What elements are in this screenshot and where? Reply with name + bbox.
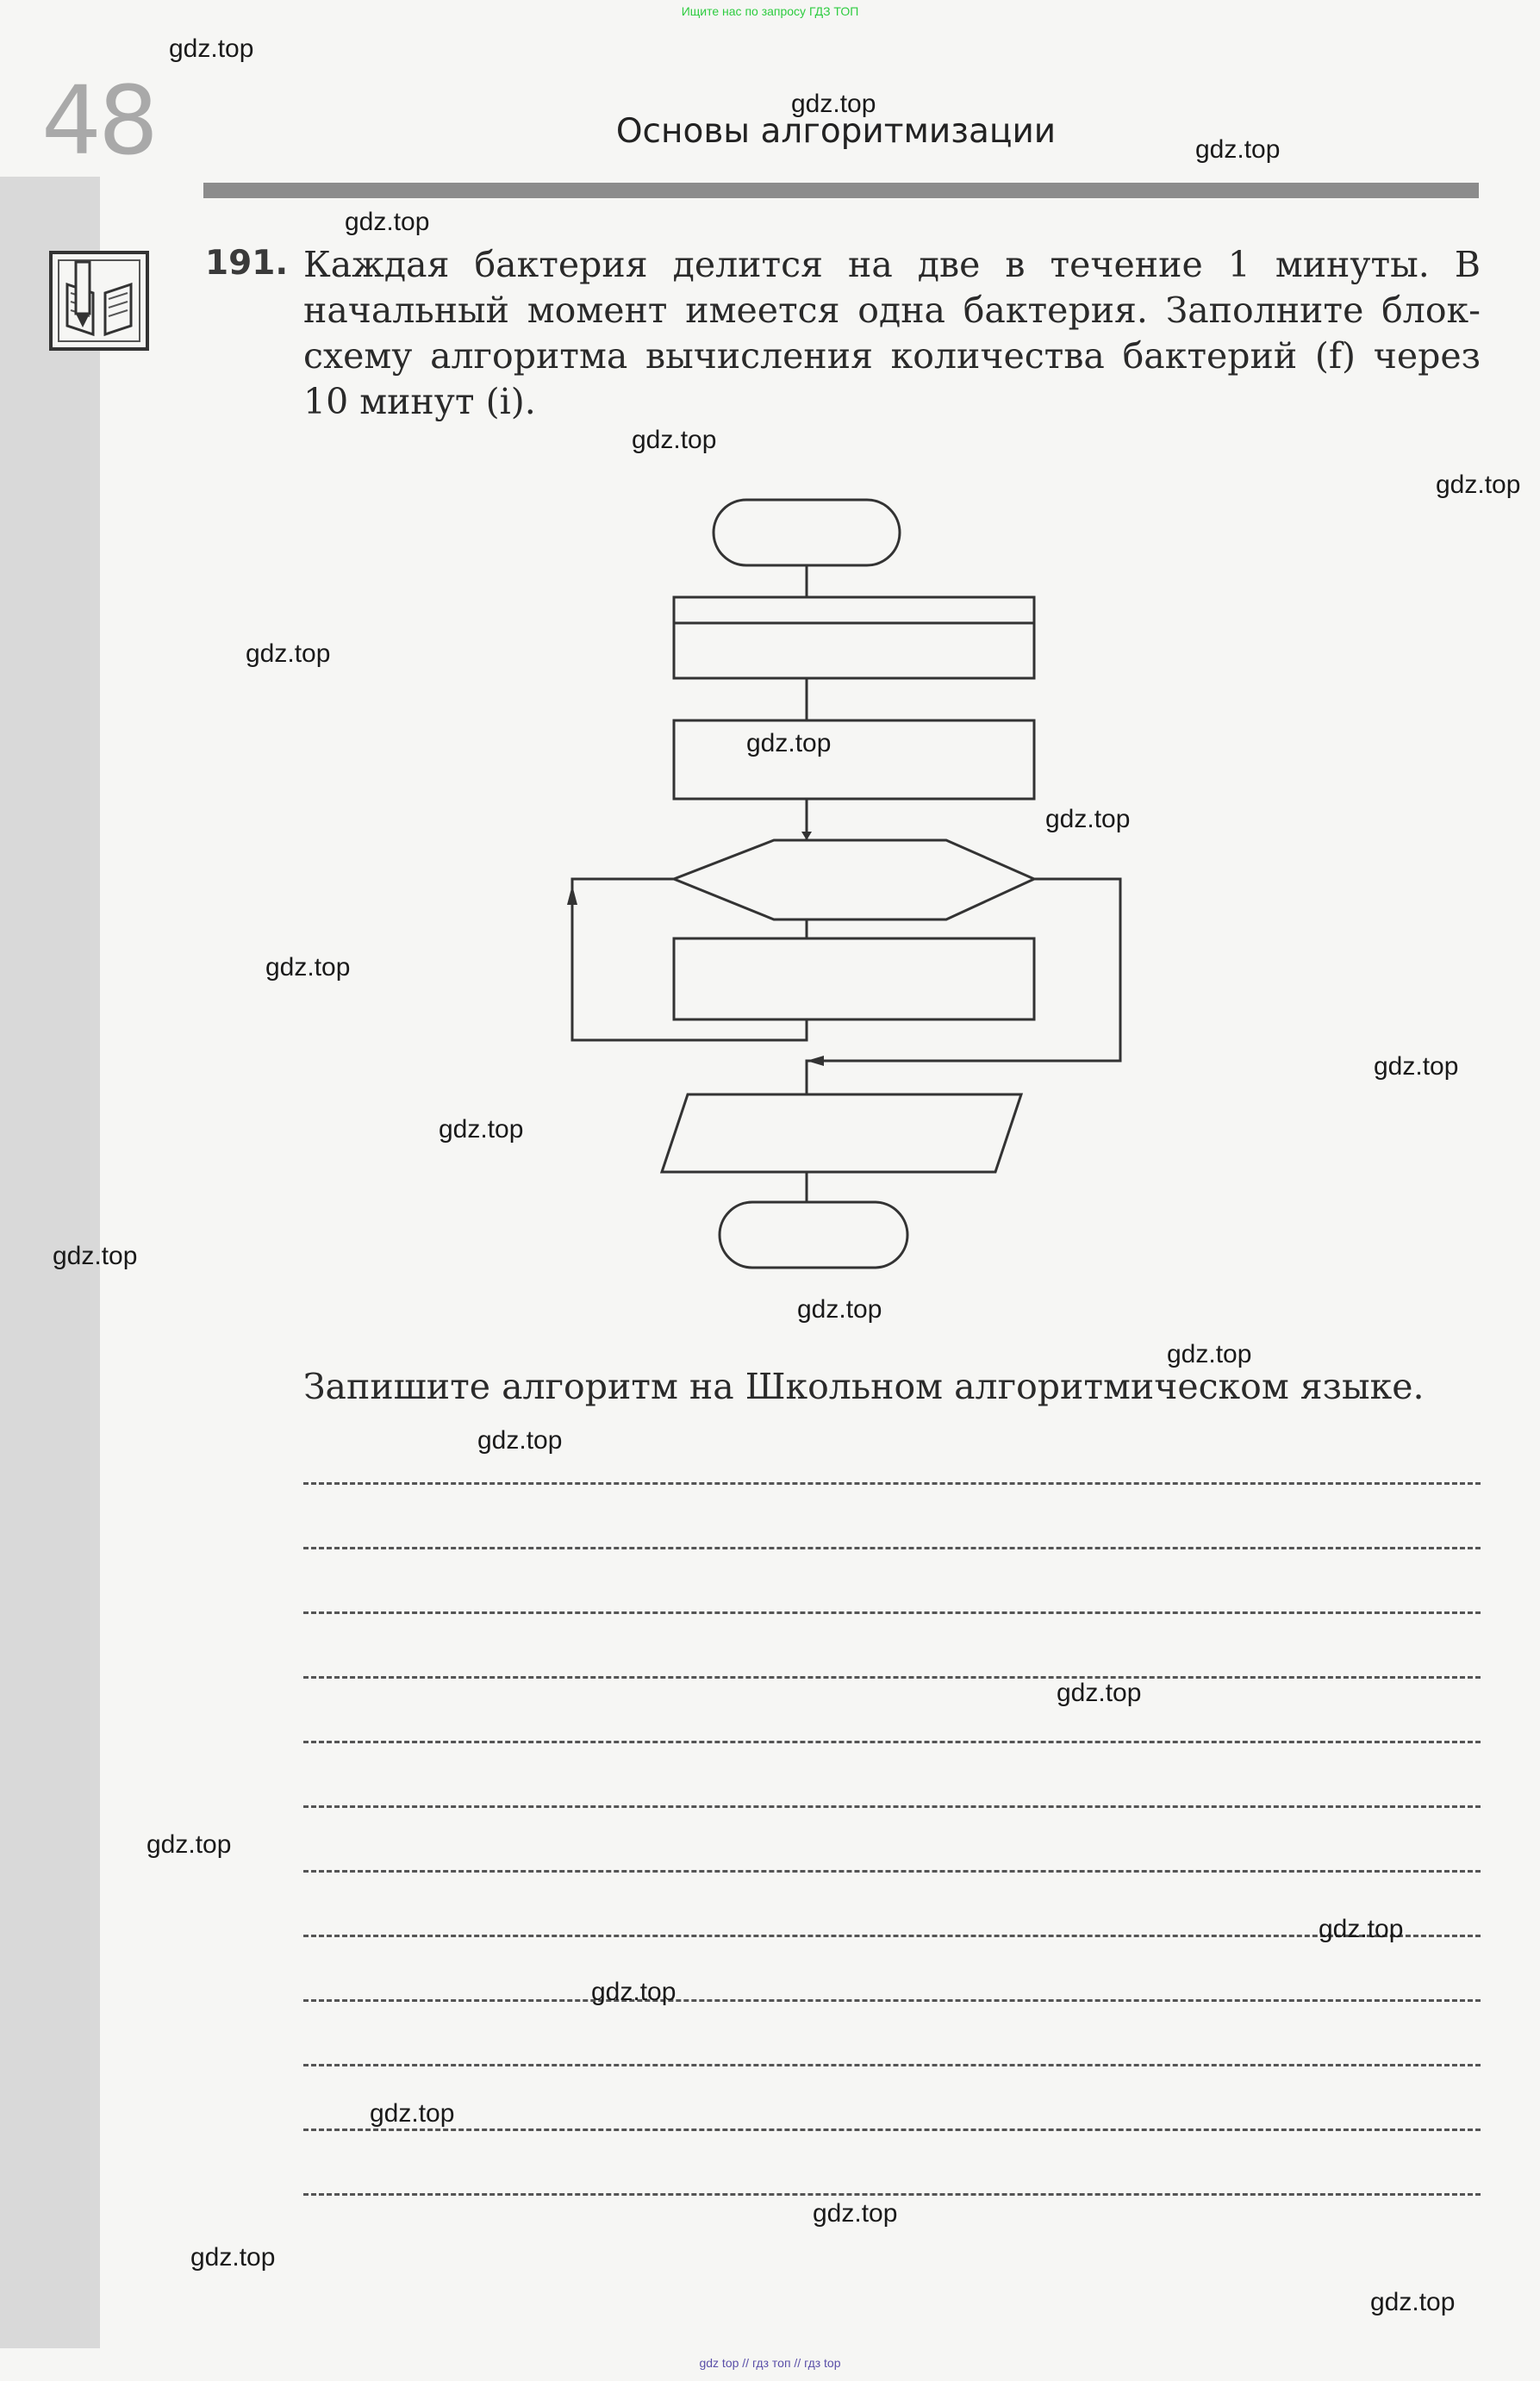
- flowchart-process-block: [674, 720, 1034, 799]
- flowchart: [552, 487, 1172, 1288]
- instruction-text: Запишите алгоритм на Школьном алгоритмическом языке.: [303, 1366, 1425, 1407]
- watermark: gdz.top: [53, 1242, 138, 1270]
- answer-line[interactable]: [303, 2129, 1481, 2131]
- watermark: gdz.top: [1167, 1340, 1252, 1368]
- answer-line[interactable]: [303, 1482, 1481, 1485]
- bottom-note: gdz top // гдз топ // гдз top: [699, 2356, 841, 2370]
- answer-line[interactable]: [303, 1676, 1481, 1679]
- watermark: gdz.top: [265, 953, 351, 982]
- answer-line[interactable]: [303, 1999, 1481, 2002]
- section-title: Основы алгоритмизации: [615, 112, 1057, 151]
- watermark: gdz.top: [1045, 805, 1131, 833]
- watermark: gdz.top: [1195, 135, 1281, 164]
- watermark: gdz.top: [246, 639, 331, 668]
- task-text: Каждая бактерия делится на две в течение 1 минуты. В начальный момент имеется одна бактерия. Заполните блок-схему алгоритма вычисления количества бактерий (f) через 10 минут (i).: [303, 244, 1481, 422]
- watermark: gdz.top: [813, 2199, 898, 2228]
- answer-line[interactable]: [303, 1805, 1481, 1808]
- watermark: gdz.top: [169, 34, 254, 63]
- task-number: 191.: [205, 244, 289, 283]
- watermark: gdz.top: [370, 2099, 455, 2128]
- flowchart-decision-block: [674, 840, 1034, 919]
- answer-line[interactable]: [303, 1547, 1481, 1549]
- title-rule: [203, 183, 1479, 198]
- watermark: gdz.top: [477, 1426, 563, 1455]
- watermark: gdz.top: [632, 426, 717, 454]
- flowchart-init-block: [674, 597, 1034, 678]
- watermark: gdz.top: [1319, 1915, 1404, 1943]
- flowchart-output-block: [662, 1094, 1021, 1172]
- watermark: gdz.top: [1370, 2288, 1456, 2316]
- watermark: gdz.top: [1374, 1052, 1459, 1081]
- watermark: gdz.top: [190, 2243, 276, 2272]
- page-number: 48: [41, 65, 155, 176]
- flowchart-start-block: [714, 500, 900, 565]
- answer-line[interactable]: [303, 1611, 1481, 1614]
- watermark: gdz.top: [591, 1978, 676, 2006]
- watermark: gdz.top: [746, 729, 832, 757]
- answer-line[interactable]: [303, 2064, 1481, 2066]
- watermark: gdz.top: [1436, 471, 1521, 499]
- flowchart-end-block: [720, 1202, 907, 1268]
- answer-line[interactable]: [303, 2193, 1481, 2196]
- book-pencil-icon: [48, 250, 150, 352]
- top-note: Ищите нас по запросу ГДЗ ТОП: [681, 4, 859, 18]
- watermark: gdz.top: [797, 1295, 882, 1324]
- answer-line[interactable]: [303, 1935, 1481, 1937]
- watermark: gdz.top: [1057, 1679, 1142, 1707]
- answer-line[interactable]: [303, 1741, 1481, 1743]
- answer-line[interactable]: [303, 1870, 1481, 1873]
- watermark: gdz.top: [147, 1830, 232, 1859]
- watermark: gdz.top: [345, 208, 430, 236]
- flowchart-loop-body-block: [674, 938, 1034, 1019]
- watermark: gdz.top: [791, 90, 876, 118]
- watermark: gdz.top: [439, 1115, 524, 1144]
